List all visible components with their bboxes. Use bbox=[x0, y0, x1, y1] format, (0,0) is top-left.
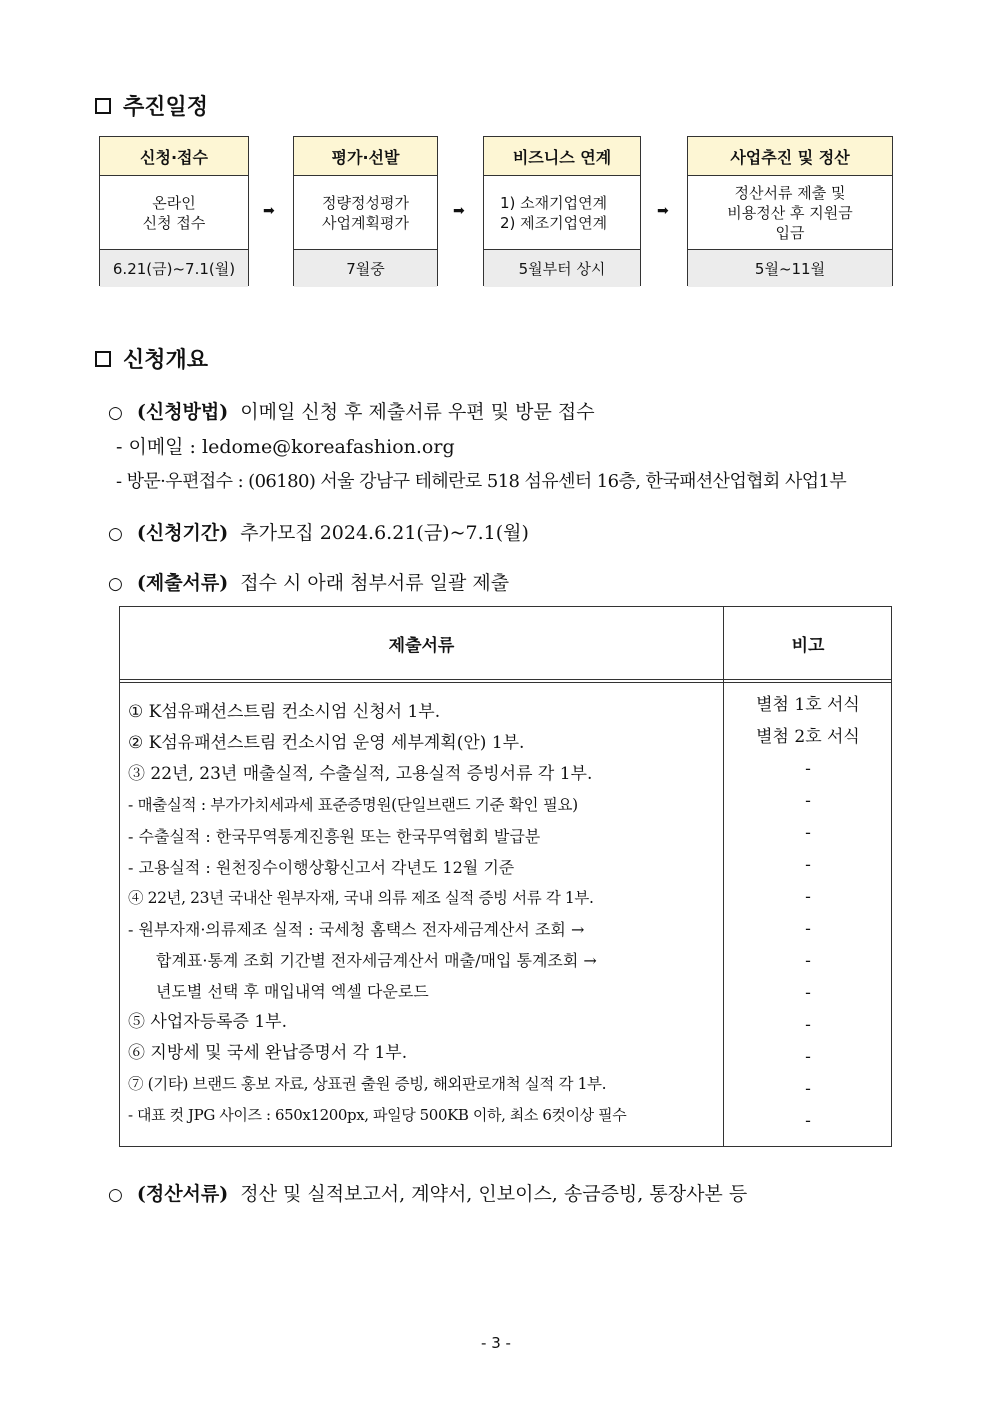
list-item: - 고용실적 : 원천징수이행상황신고서 각년도 12월 기준 bbox=[128, 858, 515, 877]
stage-body-line: 2) 제조기업연계 bbox=[500, 213, 608, 232]
arrow-right-icon: ➡ bbox=[657, 203, 669, 219]
stage-header: 사업추진 및 정산 bbox=[688, 137, 892, 176]
remark: - bbox=[805, 1079, 811, 1099]
stage-body-line: 입금 bbox=[775, 223, 805, 242]
arrow-right-icon: ➡ bbox=[453, 203, 465, 219]
remark: - bbox=[805, 1015, 811, 1035]
remark: - bbox=[805, 759, 811, 779]
method-text: 이메일 신청 후 제출서류 우편 및 방문 접수 bbox=[240, 401, 595, 423]
stage-body bbox=[484, 176, 640, 250]
circle-bullet-icon: ○ bbox=[108, 574, 123, 594]
table-header-row bbox=[120, 607, 891, 679]
list-item: ② K섬유패션스트림 컨소시엄 운영 세부계획(안) 1부. bbox=[128, 733, 525, 753]
stage-body-line: 사업계획평가 bbox=[322, 213, 409, 232]
method-label: (신청방법) bbox=[136, 401, 229, 423]
remark: - bbox=[805, 951, 811, 971]
stage-footer: 5월부터 상시 bbox=[484, 250, 640, 287]
email-line: - 이메일 : ledome@koreafashion.org bbox=[116, 436, 455, 458]
list-item: - 원부자재·의류제조 실적 : 국세청 홈택스 전자세금계산서 조회 → bbox=[128, 920, 585, 939]
schedule-title-text: 추진일정 bbox=[123, 95, 209, 120]
checkbox-icon bbox=[95, 98, 111, 114]
settlement-line bbox=[108, 1179, 747, 1206]
settlement-text: 정산 및 실적보고서, 계약서, 인보이스, 송금증빙, 통장사본 등 bbox=[240, 1183, 748, 1205]
remarks-list bbox=[724, 689, 892, 1137]
stage-footer: 5월~11월 bbox=[688, 250, 892, 287]
checkbox-icon bbox=[95, 351, 111, 367]
docs-text: 접수 시 아래 첨부서류 일괄 제출 bbox=[240, 572, 510, 594]
period-line bbox=[108, 518, 529, 545]
stage-business bbox=[483, 136, 641, 286]
section-title-overview bbox=[95, 343, 208, 374]
remark: - bbox=[805, 823, 811, 843]
visit-line: - 방문·우편접수 : (06180) 서울 강남구 테헤란로 518 섬유센터 16층, 한국패션산업협회 사업1부 bbox=[116, 471, 847, 492]
stage-footer: 7월중 bbox=[294, 250, 437, 287]
section-title-schedule bbox=[95, 90, 208, 121]
remark: - bbox=[805, 855, 811, 875]
remark: - bbox=[805, 983, 811, 1003]
header-divider bbox=[120, 679, 891, 683]
stage-header: 비즈니스 연계 bbox=[484, 137, 640, 176]
stage-body bbox=[294, 176, 437, 250]
stage-footer: 6.21(금)~7.1(월) bbox=[100, 250, 248, 287]
stage-body bbox=[688, 176, 892, 250]
docs-label: (제출서류) bbox=[136, 572, 229, 594]
list-item: - 매출실적 : 부가가치세과세 표준증명원(단일브랜드 기준 확인 필요) bbox=[128, 796, 578, 814]
stage-body-line: 정량정성평가 bbox=[322, 193, 409, 212]
document-list bbox=[128, 697, 720, 1131]
stage-body bbox=[100, 176, 248, 250]
list-item: 년도별 선택 후 매입내역 엑셀 다운로드 bbox=[156, 982, 429, 1001]
list-item: - 대표 컷 JPG 사이즈 : 650x1200px, 파일당 500KB 이하, 최소 6컷이상 필수 bbox=[128, 1106, 627, 1124]
arrow-right-icon: ➡ bbox=[263, 203, 275, 219]
header-remarks: 비고 bbox=[791, 635, 825, 656]
page-number: - 3 - bbox=[481, 1334, 511, 1352]
remark: - bbox=[805, 1111, 811, 1131]
stage-body-line: 온라인 bbox=[152, 193, 196, 212]
circle-bullet-icon: ○ bbox=[108, 403, 123, 423]
stage-body-line: 신청 접수 bbox=[142, 213, 206, 232]
stage-body-line: 정산서류 제출 및 bbox=[734, 183, 846, 202]
header-documents: 제출서류 bbox=[388, 635, 455, 656]
remark: 별첨 2호 서식 bbox=[756, 727, 860, 747]
stage-header: 신청·접수 bbox=[100, 137, 248, 176]
stage-settlement bbox=[687, 136, 893, 286]
remark: - bbox=[805, 919, 811, 939]
stage-application bbox=[99, 136, 249, 286]
list-item: ① K섬유패션스트림 컨소시엄 신청서 1부. bbox=[128, 702, 441, 722]
docs-line bbox=[108, 568, 509, 595]
stage-body-line: 비용정산 후 지원금 bbox=[727, 203, 853, 222]
method-line bbox=[108, 397, 595, 424]
remark: - bbox=[805, 1047, 811, 1067]
documents-table bbox=[119, 606, 892, 1147]
stage-header: 평가·선발 bbox=[294, 137, 437, 176]
remark: 별첨 1호 서식 bbox=[756, 695, 860, 715]
list-item: 합계표·통계 조회 기간별 전자세금계산서 매출/매입 통계조회 → bbox=[156, 951, 597, 970]
remark: - bbox=[805, 791, 811, 811]
overview-title-text: 신청개요 bbox=[123, 348, 209, 373]
period-text: 추가모집 2024.6.21(금)~7.1(월) bbox=[240, 522, 529, 544]
stage-evaluation bbox=[293, 136, 438, 286]
list-item: ⑦ (기타) 브랜드 홍보 자료, 상표권 출원 증빙, 해외판로개척 실적 각 1부. bbox=[128, 1075, 607, 1093]
list-item: ④ 22년, 23년 국내산 원부자재, 국내 의류 제조 실적 증빙 서류 각 1부. bbox=[128, 889, 594, 907]
list-item: ⑥ 지방세 및 국세 완납증명서 각 1부. bbox=[128, 1043, 408, 1063]
remark: - bbox=[805, 887, 811, 907]
circle-bullet-icon: ○ bbox=[108, 1185, 123, 1205]
list-item: ③ 22년, 23년 매출실적, 수출실적, 고용실적 증빙서류 각 1부. bbox=[128, 764, 593, 784]
list-item: - 수출실적 : 한국무역통계진흥원 또는 한국무역협회 발급분 bbox=[128, 827, 541, 846]
list-item: ⑤ 사업자등록증 1부. bbox=[128, 1012, 287, 1032]
period-label: (신청기간) bbox=[136, 522, 229, 544]
settlement-label: (정산서류) bbox=[136, 1183, 229, 1205]
stage-body-line: 1) 소재기업연계 bbox=[500, 193, 608, 212]
circle-bullet-icon: ○ bbox=[108, 524, 123, 544]
